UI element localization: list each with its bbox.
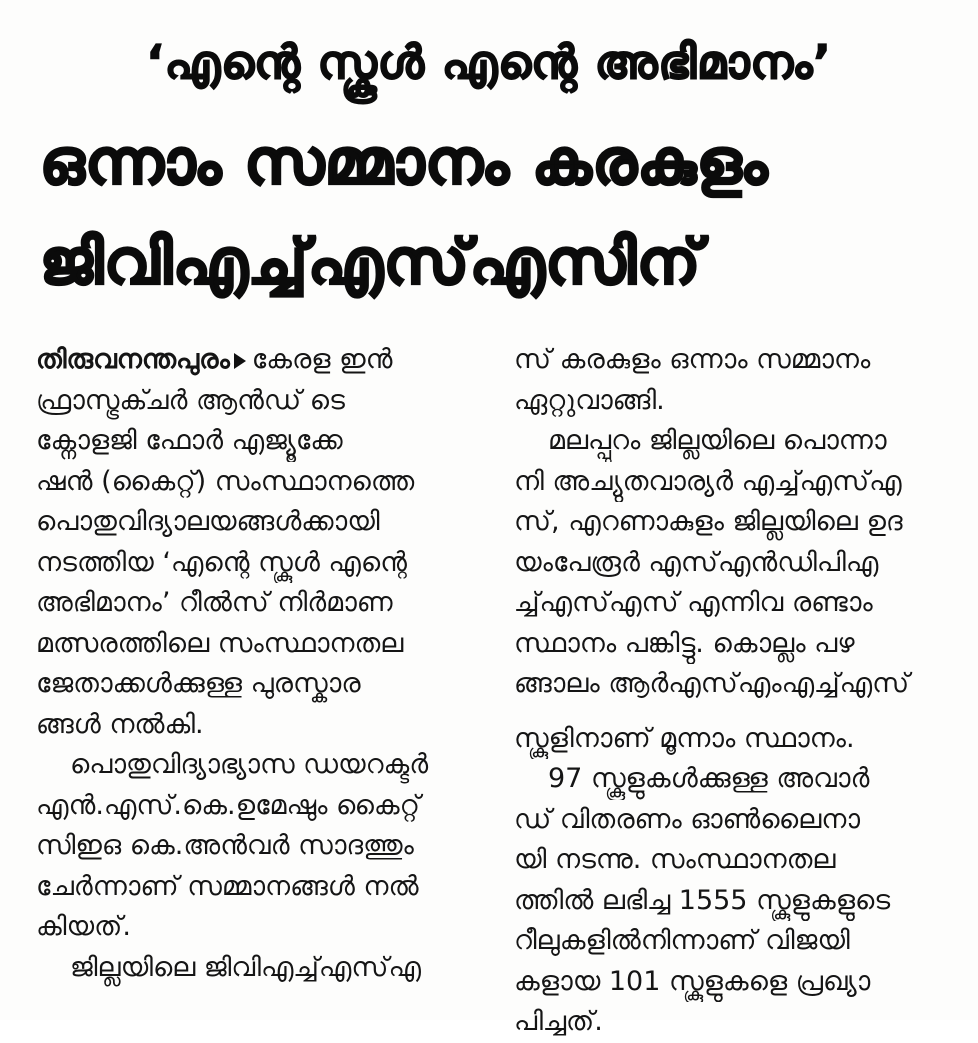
article-line [36, 340, 476, 381]
dateline: തിരുവനന്തപുരം [36, 344, 230, 375]
article-line: ഏറ്റുവാങ്ങി. [514, 384, 665, 416]
article-line: 97 സ്കൂളുകൾക്കുള്ള അവാർ [548, 763, 870, 794]
article-line: സ് കരകുളം ഒന്നാം സമ്മാനം [514, 344, 871, 375]
article-line: ജേതാക്കൾക്കുള്ള പുരസ്കാര [36, 668, 361, 699]
article-line: ഡ് വിതരണം ഓൺലൈനാ [514, 803, 860, 835]
article-line: സിഇഒ കെ.അൻവർ സാദത്തും [36, 830, 414, 861]
article-line: എൻ.എസ്.കെ.ഉമേഷും കൈറ്റ് [36, 789, 421, 821]
article-line: റീലുകളിൽനിന്നാണ് വിജയി [514, 925, 850, 956]
headline-kicker: ‘എന്റെ സ്കൂൾ എന്റെ അഭിമാനം’ [146, 35, 832, 89]
dateline-arrow-icon [234, 353, 246, 369]
article-line: ഷൻ (കൈറ്റ്) സംസ്ഥാനത്തെ [36, 465, 415, 497]
article-line: ങ്ങാലം ആർഎസ്എംഎച്ച്എസ് [514, 668, 910, 699]
article-line: ക്നോളജി ഫോർ എജ്യൂക്കേ [36, 425, 343, 456]
article-line: ചേർന്നാണ് സമ്മാനങ്ങൾ നൽ [36, 870, 419, 902]
article-line: ത്തിൽ ലഭിച്ച 1555 സ്കൂളുകളുടെ [514, 884, 891, 916]
article-line: സ്, എറണാകുളം ജില്ലയിലെ ഉദ [514, 506, 903, 537]
headline-line-1: ഒന്നാം സമ്മാനം കരകുളം [40, 125, 769, 198]
article-line: പൊതുവിദ്യാഭ്യാസ ഡയറക്ടർ [70, 749, 429, 780]
article-line: നടത്തിയ ‘എന്റെ സ്കൂൾ എന്റെ [36, 546, 407, 578]
article-line: നി അച്യുതവാര്യർ എച്ച്എസ്എ [514, 465, 902, 497]
article-line: സ്ഥാനം പങ്കിട്ടു. കൊല്ലം പഴ [514, 627, 855, 659]
article-line: കളായ 101 സ്കൂളുകളെ പ്രഖ്യാ [514, 965, 871, 997]
article-line: പൊതുവിദ്യാലയങ്ങൾക്കായി [36, 506, 380, 537]
article-line: സ്കൂളിനാണ് മൂന്നാം സ്ഥാനം. [514, 722, 855, 754]
paragraph-gap [514, 705, 954, 719]
article-line: മത്സരത്തിലെ സംസ്ഥാനതല [36, 627, 404, 659]
article-line: യംപേരൂർ എസ്എൻഡിപിഎ [514, 546, 879, 578]
article-line: ങ്ങൾ നൽകി. [36, 708, 204, 740]
article-line: മലപ്പുറം ജില്ലയിലെ പൊന്നാ [548, 425, 887, 456]
article-line: പിച്ചത്. [514, 1006, 603, 1037]
article-column-left [36, 340, 476, 988]
article-column-right [514, 340, 954, 1043]
article-line: അഭിമാനം’ റീൽസ് നിർമാണ [36, 587, 393, 618]
headline-line-2: ജിവിഎച്ച്എസ്എസിന് [40, 225, 701, 298]
article-line: കിയത്. [36, 911, 131, 942]
article-text: കേരള ഇൻ [251, 344, 393, 375]
article-line: ജില്ലയിലെ ജിവിഎച്ച്എസ്എ [70, 951, 421, 983]
article-line: ച്ച്എസ്എസ് എന്നിവ രണ്ടാം [514, 587, 873, 618]
article-line: ഫ്രാസ്ട്രക്ചർ ആൻഡ് ടെ [36, 384, 345, 416]
article-line: യി നടന്നു. സംസ്ഥാനതല [514, 844, 836, 875]
